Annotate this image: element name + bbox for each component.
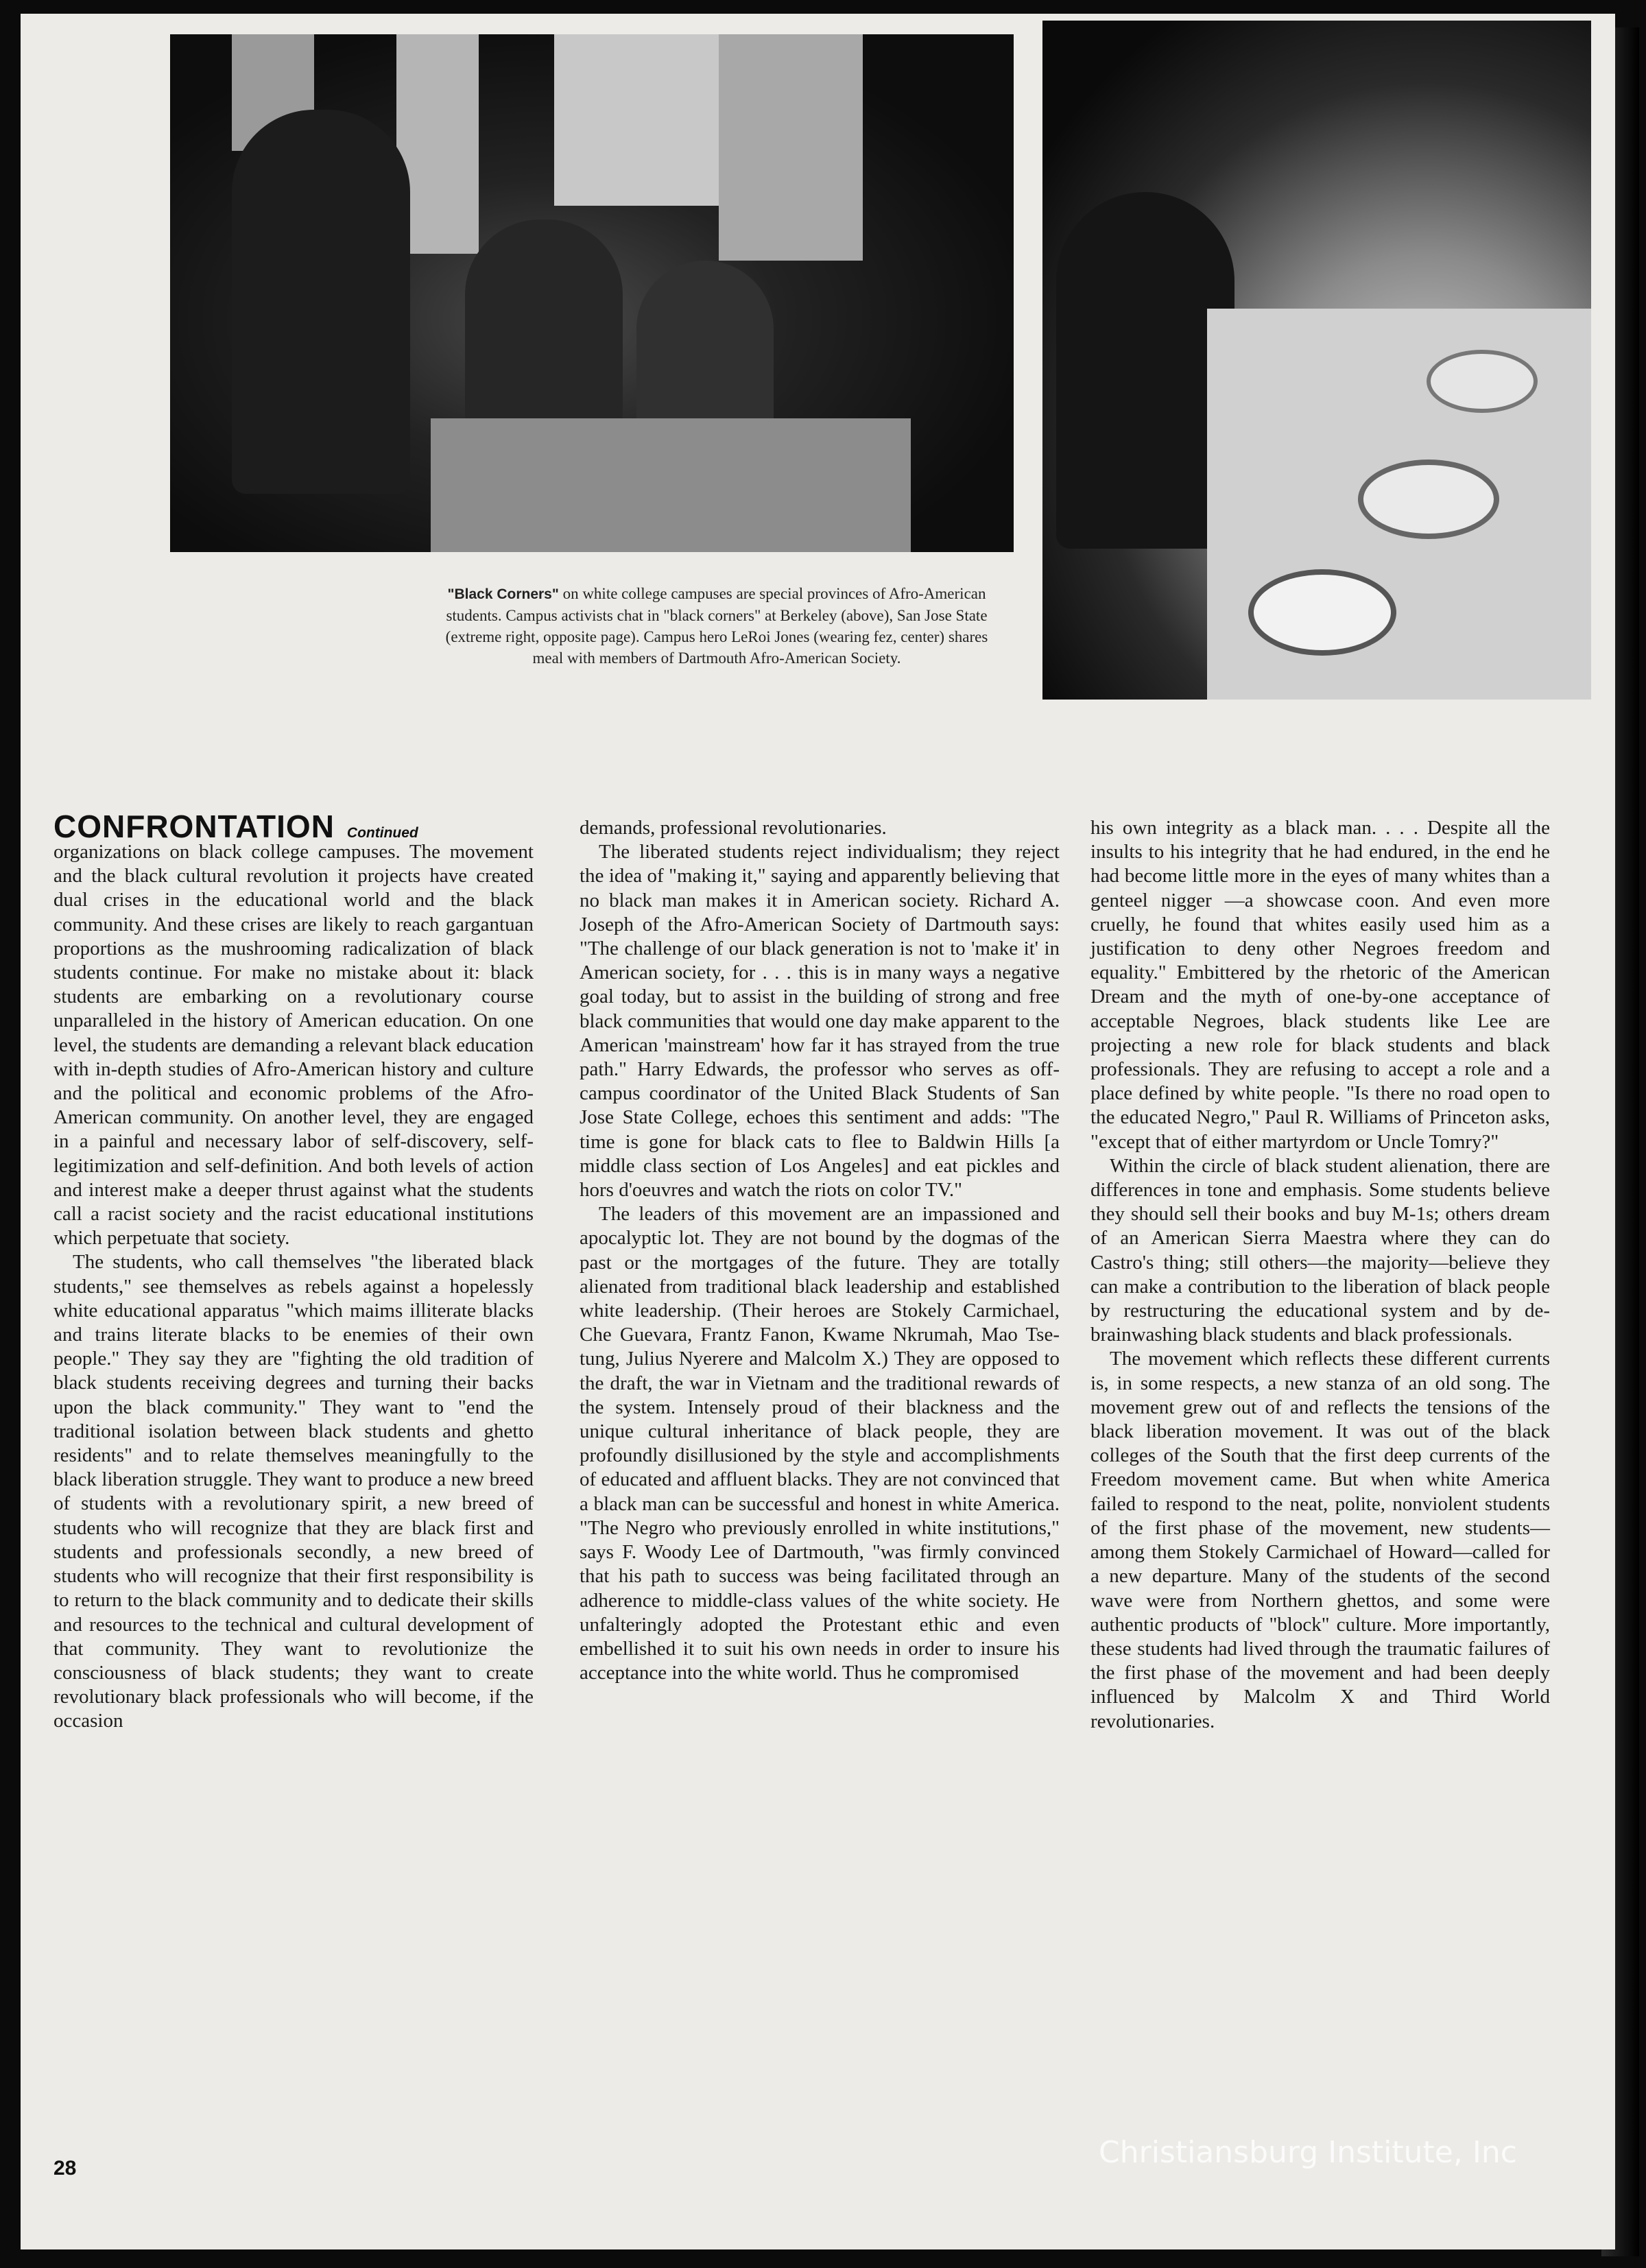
photo-dartmouth-meal <box>1042 21 1591 700</box>
paragraph: The movement which reflects these different currents is, in some respects, a new stanza of an old song. The movement grew out of and reflects the tensions of the black liberation movement. It was out of the black colleges of the South that the first deep currents of the Freedom movement came. But when white America failed to respond to the neat, polite, nonviolent students of the first phase of the movement, new students—among them Stokely Carmichael of Howard—called for a new departure. Many of the students of the second wave were from Northern ghettos, and some were authentic products of "block" culture. More importantly, these students had lived through the traumatic failures of the first phase of the movement and had been deeply influenced by Malcolm X and Third World revolutionaries. <box>1090 1348 1550 1732</box>
article-heading <box>53 808 418 845</box>
paragraph: his own integrity as a black man. . . . Despite all the insults to his integrity that he had endured, in the end he had become little more in the eyes of many whites than a genteel nigger —a showcase coon. And even more cruelly, he found that whites easily used him as a justification to deny other Negroes freedom and equality." Embittered by the rhetoric of the American Dream and the myth of one-by-one acceptance of acceptable Negroes, black students like Lee are projecting a new role for black students and black professionals. They are refusing to accept a role and a place defined by white people. "Is there no road open to the educated Negro," Paul R. Williams of Princeton asks, "except that of either martyrdom or Uncle Tomry?" <box>1090 817 1550 1153</box>
window-light <box>554 34 719 206</box>
photo-berkeley-black-corner <box>170 34 1014 552</box>
heading-title: CONFRONTATION <box>53 809 335 844</box>
figure-seated <box>465 219 623 446</box>
paragraph: The liberated students reject individualism; they reject the idea of "making it," saying and apparently believing that no black man makes it in American society. Richard A. Joseph of the Afro-American Society of Dartmouth says: "The challenge of our black generation is not to 'make it' in American society, for . . . this is in many ways a negative goal today, but to assist in the building of strong and free black communities that would one day make apparent to the American 'mainstream' how far it has strayed from the true path." Harry Edwards, the professor who serves as off-campus coordinator of the United Black Students of San Jose State College, echoes this sentiment and adds: "The time is gone for black cats to flee to Baldwin Hills [a middle class section of Los Angeles] and eat pickles and hors d'oeuvres and watch the riots on color TV." <box>580 841 1060 1202</box>
paragraph: demands, professional revolutionaries. <box>580 817 887 839</box>
plate <box>1248 569 1396 656</box>
paragraph: The students, who call themselves "the liberated black students," see themselves as rebels against a hopelessly white educational apparatus "which maims illiterate blacks and trains literate blacks to be enemies of their own people." They say they are "fighting the old tradition of black students receiving degrees and turning their backs upon the black community." They want to "end the traditional isolation between black students and ghetto residents" and to relate themselves meaningfully to the black liberation struggle. They want to produce a new breed of students with a revolutionary spirit, a new breed of students who will recognize that they are black first and students and professionals secondly, a new breed of students who will recognize that their first responsibility is to return to the black community and to dedicate their skills and resources to the technical and cultural development of that community. They want to revolutionize the consciousness of black students; they want to create revolutionary black professionals who will become, if the occasion <box>53 1251 534 1732</box>
article-column-2 <box>580 816 1060 1685</box>
table-surface <box>431 418 911 552</box>
watermark: Christiansburg Institute, Inc <box>1099 2135 1517 2170</box>
magazine-page <box>21 14 1615 2249</box>
photo-caption <box>432 583 1001 669</box>
article-column-3 <box>1090 816 1550 1734</box>
plate <box>1358 459 1499 539</box>
figure-standing <box>232 110 410 494</box>
article-column-1 <box>53 840 534 1734</box>
paragraph: The leaders of this movement are an impassioned and apocalyptic lot. They are not bound by the dogmas of the past or the mortgages of the future. They are totally alienated from traditional black leadership and established white leadership. (Their heroes are Stokely Carmichael, Che Guevara, Frantz Fanon, Kwame Nkrumah, Mao Tse-tung, Julius Nyerere and Malcolm X.) They are opposed to the draft, the war in Vietnam and the traditional rewards of the system. Intensely proud of their blackness and the unique cultural inheritance of black people, they are profoundly disillusioned by the style and accomplishments of educated and affluent blacks. They are not convinced that a black man can be successful and honest in white America. "The Negro who previously enrolled in white institutions," says F. Woody Lee of Dartmouth, "was firmly convinced that his path to success was being facilitated through an adherence to middle-class values of the white society. He unfalteringly adopted the Protestant ethic and even embellished it to suit his own needs in order to insure his acceptance into the white world. Thus he compromised <box>580 1203 1060 1684</box>
window-light <box>719 34 863 261</box>
caption-lead: "Black Corners" <box>447 586 559 602</box>
heading-continued: Continued <box>346 825 418 841</box>
page-number: 28 <box>53 2157 77 2180</box>
plate <box>1427 350 1538 413</box>
paragraph: organizations on black college campuses. The movement and the black cultural revolution it projects have created dual crises in the educational world and the black community. And these crises are likely to reach gargantuan proportions as the mushrooming radicalization of black students continue. For make no mistake about it: black students are embarking on a revolutionary course unparalleled in the history of American education. On one level, the students are demanding a relevant black education with in-depth studies of Afro-American history and culture and the political and economic problems of the Afro-American community. On another level, they are engaged in a painful and necessary labor of self-discovery, self-legitimization and self-definition. And both levels of action and interest make a deeper thrust against what the students call a racist society and the racist educational institutions which perpetuate that society. <box>53 841 534 1250</box>
paragraph: Within the circle of black student alienation, there are differences in tone and emphasis. Some students believe they should sell their books and buy M-1s; others dream of an American Sierra Maestra where they can do Castro's thing; still others—the majority—believe they can make a contribution to the liberation of black people by restructuring the educational system and by de-brainwashing black students and black professionals. <box>1090 1154 1550 1346</box>
caption-text: on white college campuses are special provinces of Afro-American students. Campus activists chat in "black corners" at Berkeley (above), San Jose State (extreme right, opposite page). Campus hero LeRoi Jones (wearing fez, center) shares meal with members of Dartmouth Afro-American Society. <box>445 585 988 667</box>
